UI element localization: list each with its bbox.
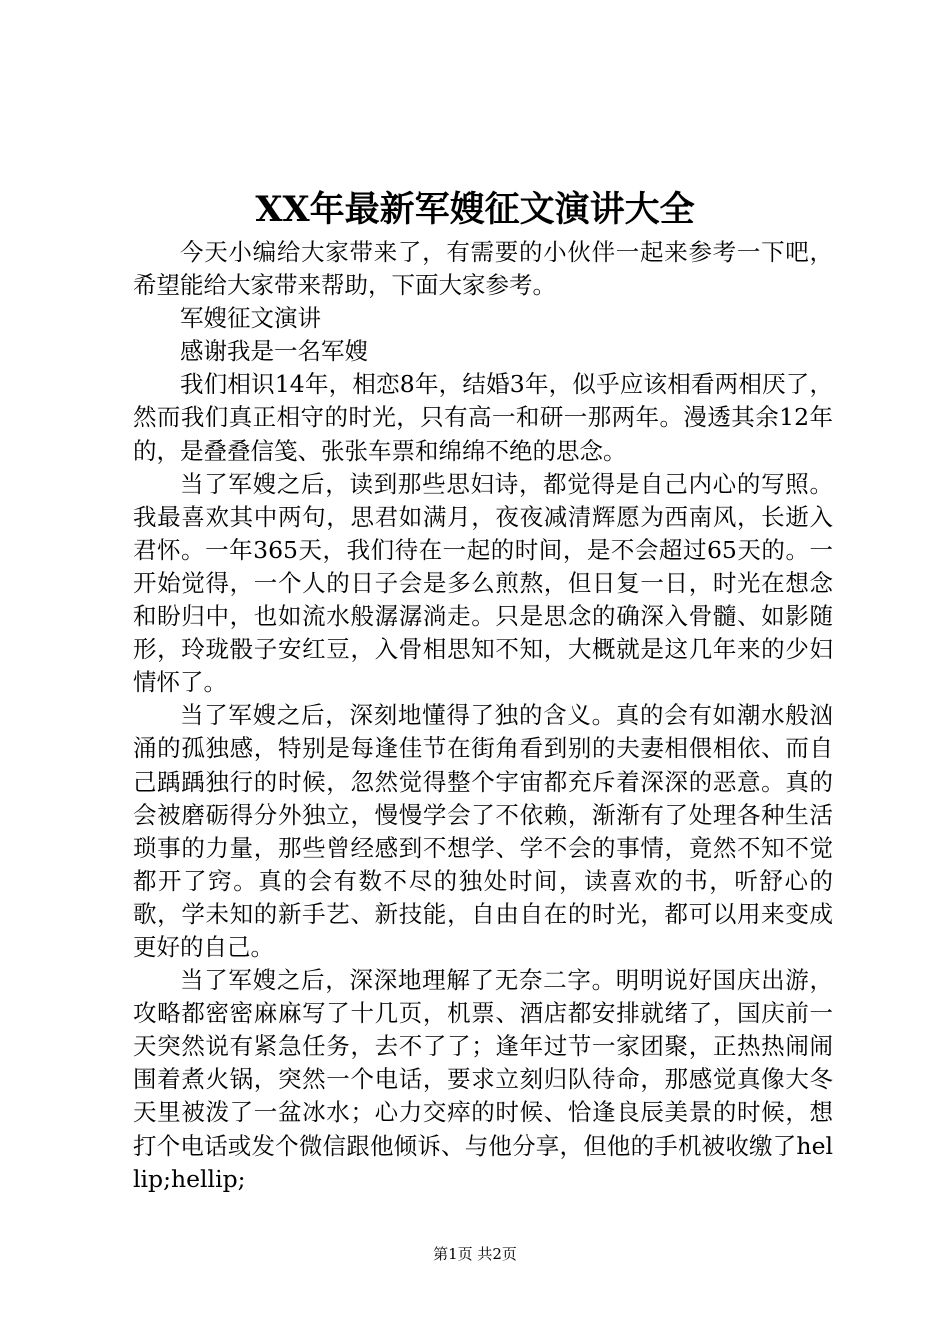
paragraph-body: 当了军嫂之后，深刻地懂得了独的含义。真的会有如潮水般汹涌的孤独感，特别是每逢佳节在街角看到别的夫妻相偎相依、而自己踽踽独行的时候，忽然觉得整个宇宙都充斥着深深的恶意。真的会被磨砺得分外独立，慢慢学会了不依赖，渐渐有了处理各种生活琐事的力量，那些曾经感到不想学、学不会的事情，竟然不知不觉都开了窍。真的会有数不尽的独处时间，读喜欢的书，听舒心的歌，学未知的新手艺、新技能，自由自在的时光，都可以用来变成更好的自己。 <box>133 701 833 961</box>
page-footer: 第1页 共2页 <box>433 1245 517 1263</box>
document-body <box>133 236 833 1196</box>
paragraph-intro: 今天小编给大家带来了，有需要的小伙伴一起来参考一下吧，希望能给大家带来帮助，下面大家参考。 <box>133 238 833 300</box>
paragraph-body: 当了军嫂之后，深深地理解了无奈二字。明明说好国庆出游，攻略都密密麻麻写了十几页，机票、酒店都安排就绪了，国庆前一天突然说有紧急任务，去不了了；逢年过节一家团聚，正热热闹闹围着煮火锅，突然一个电话，要求立刻归队待命，那感觉真像大冬天里被泼了一盆冰水；心力交瘁的时候、恰逢良辰美景的时候，想打个电话或发个微信跟他倾诉、与他分享，但他的手机被收缴了hellip;hellip; <box>133 966 833 1193</box>
paragraph-subheading: 军嫂征文演讲 <box>180 304 321 333</box>
paragraph-body: 当了军嫂之后，读到那些思妇诗，都觉得是自己内心的写照。我最喜欢其中两句，思君如满月，夜夜减清辉愿为西南风，长逝入君怀。一年365天，我们待在一起的时间，是不会超过65天的。一开始觉得，一个人的日子会是多么煎熬，但日复一日，时光在想念和盼归中，也如流水般潺潺淌走。只是思念的确深入骨髓、如影随形，玲珑骰子安红豆，入骨相思知不知，大概就是这几年来的少妇情怀了。 <box>133 469 833 697</box>
paragraph-body: 我们相识14年，相恋8年，结婚3年，似乎应该相看两相厌了，然而我们真正相守的时光，只有高一和研一那两年。漫透其余12年的，是叠叠信笺、张张车票和绵绵不绝的思念。 <box>133 370 833 465</box>
document-title: XX年最新军嫂征文演讲大全 <box>255 189 695 230</box>
paragraph-speech-title: 感谢我是一名军嫂 <box>180 337 368 366</box>
